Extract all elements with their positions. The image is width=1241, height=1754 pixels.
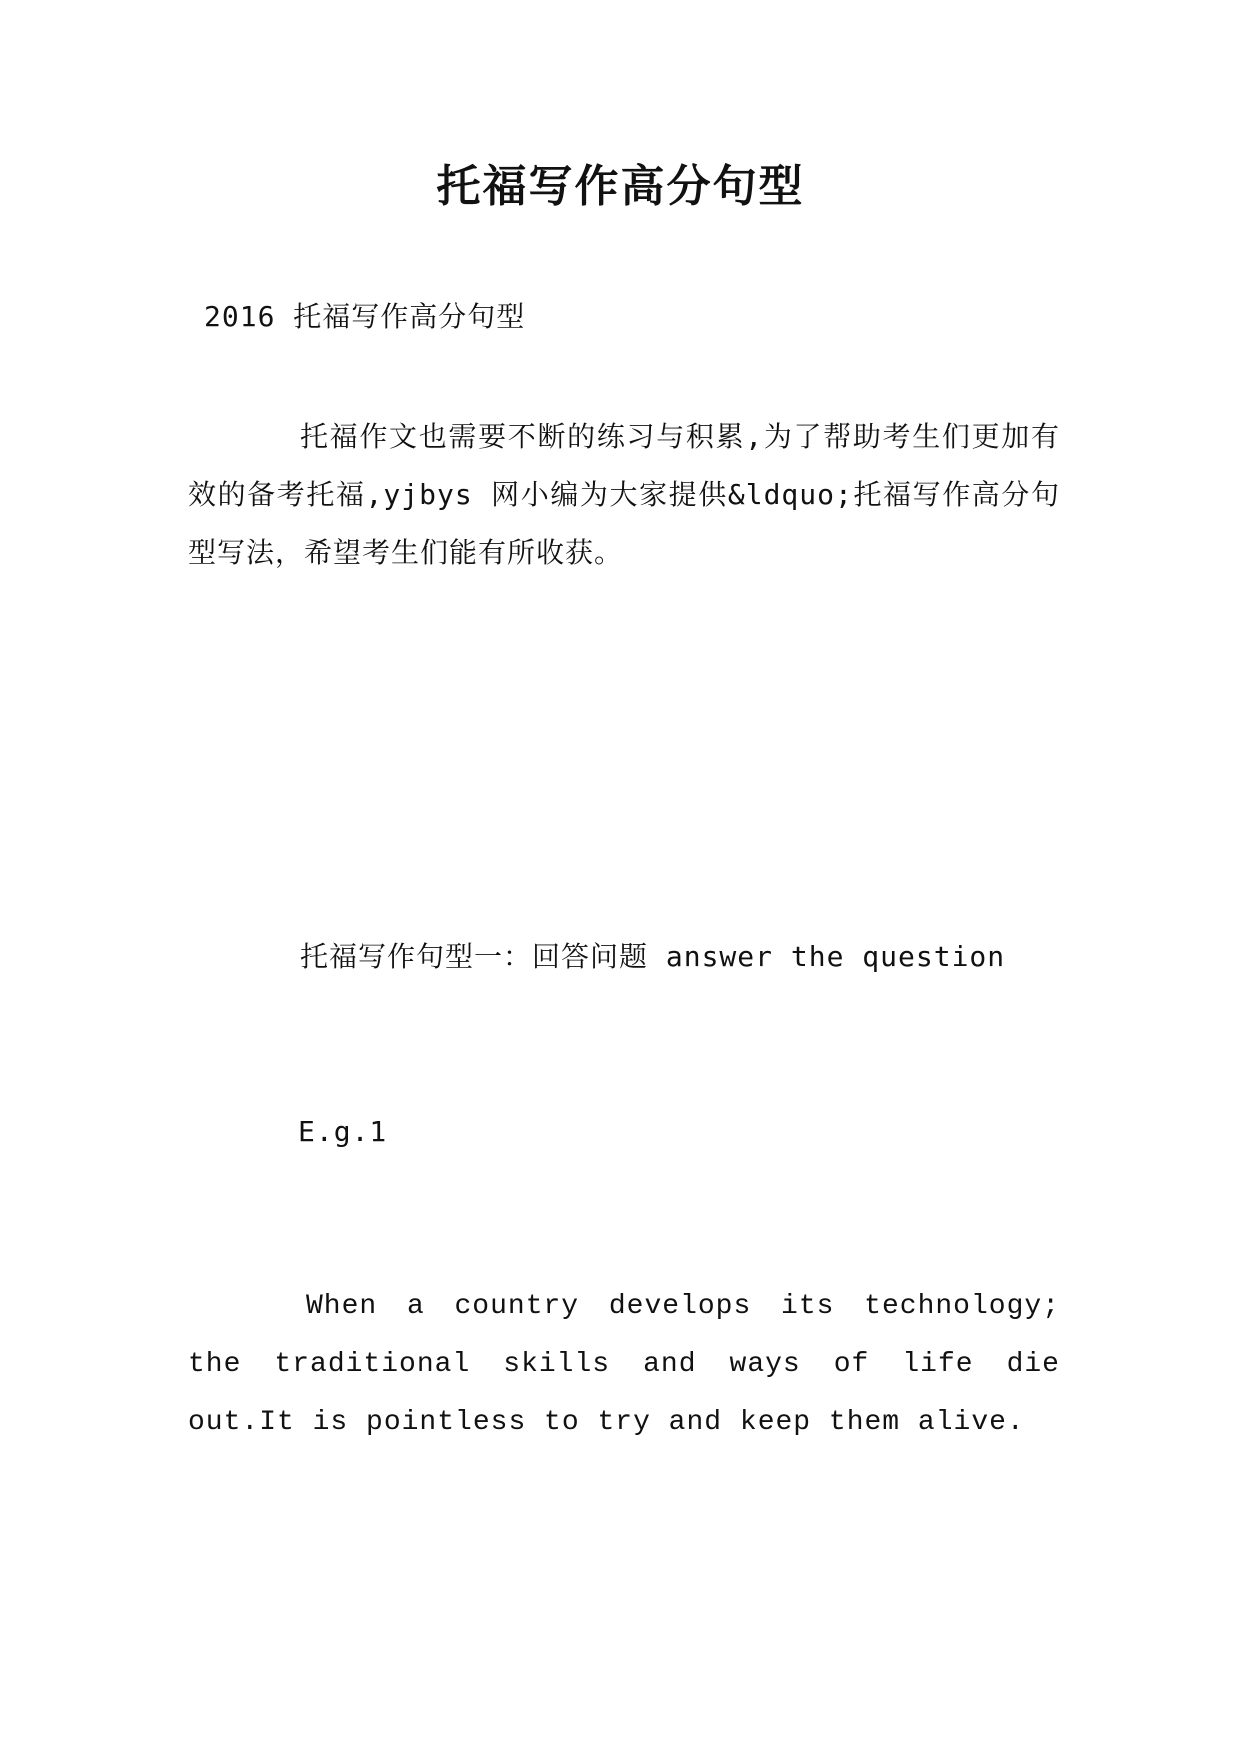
intro-paragraph: 托福作文也需要不断的练习与积累,为了帮助考生们更加有效的备考托福,yjbys 网小编为大家提供&ldquo;托福写作高分句型写法，希望考生们能有所收获。	[188, 420, 1060, 569]
example-paragraph: When a country develops its technology; the traditional skills and ways of life die out.It is pointless to try and keep them alive.	[188, 1291, 1060, 1438]
section-heading: 托福写作句型一：回答问题 answer the question	[300, 940, 1006, 973]
document-subtitle: 2016 托福写作高分句型	[204, 300, 526, 333]
document-title: 托福写作高分句型	[436, 161, 805, 212]
example-label: E.g.1	[298, 1115, 388, 1148]
